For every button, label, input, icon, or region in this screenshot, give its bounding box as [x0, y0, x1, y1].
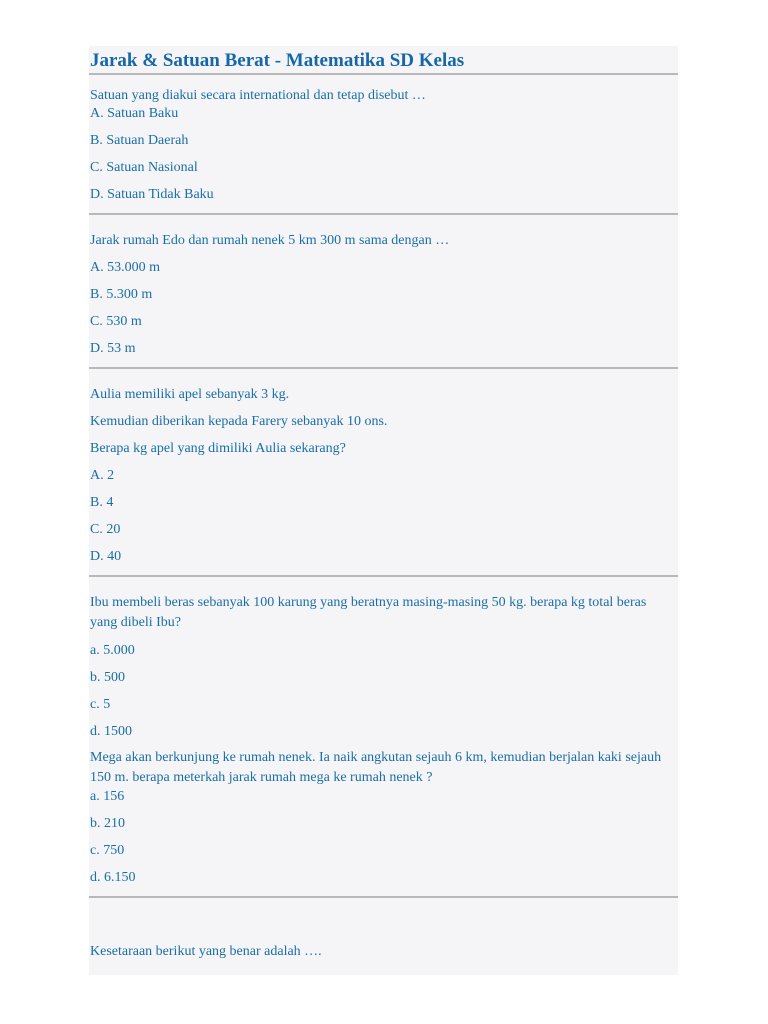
question-1-option-c: C. Satuan Nasional — [90, 160, 198, 175]
question-1 — [89, 75, 678, 204]
question-5-option-a: a. 156 — [90, 789, 125, 804]
question-2-option-b: B. 5.300 m — [90, 287, 153, 302]
question-1-option-a: A. Satuan Baku — [90, 106, 179, 121]
question-5-option-b: b. 210 — [90, 816, 125, 831]
question-3-stem-line-1: Aulia memiliki apel sebanyak 3 kg. — [90, 387, 290, 402]
question-6-stem: Kesetaraan berikut yang benar adalah …. — [90, 944, 322, 959]
question-2-stem: Jarak rumah Edo dan rumah nenek 5 km 300 m sama dengan … — [90, 233, 450, 248]
question-4 — [89, 577, 678, 741]
question-3-option-c: C. 20 — [90, 522, 121, 537]
question-4-stem: Ibu membeli beras sebanyak 100 karung yang beratnya masing-masing 50 kg. berapa kg total beras yang dibeli Ibu? — [90, 595, 647, 630]
question-2-option-d: D. 53 m — [90, 341, 136, 356]
question-5-option-c: c. 750 — [90, 843, 125, 858]
question-2-option-a: A. 53.000 m — [90, 260, 160, 275]
question-4-option-b: b. 500 — [90, 670, 125, 685]
question-5-option-d: d. 6.150 — [90, 870, 136, 885]
question-2-option-c: C. 530 m — [90, 314, 142, 329]
question-3-option-b: B. 4 — [90, 495, 114, 510]
question-4-option-d: d. 1500 — [90, 724, 132, 739]
question-4-option-a: a. 5.000 — [90, 643, 135, 658]
question-3-stem-line-3: Berapa kg apel yang dimiliki Aulia sekarang? — [90, 441, 346, 456]
question-3-option-d: D. 40 — [90, 549, 122, 564]
question-6 — [89, 898, 678, 961]
question-5 — [89, 741, 678, 887]
question-5-stem: Mega akan berkunjung ke rumah nenek. Ia naik angkutan sejauh 6 km, kemudian berjalan kaki sejauh 150 m. berapa meterkah jarak rumah mega ke rumah nenek ? — [90, 750, 662, 785]
page-title: Jarak & Satuan Berat - Matematika SD Kelas — [90, 50, 465, 71]
question-3-option-a: A. 2 — [90, 468, 115, 483]
question-2 — [89, 215, 678, 358]
question-3-stem-line-2: Kemudian diberikan kepada Farery sebanyak 10 ons. — [90, 414, 388, 429]
document-page — [89, 46, 678, 975]
question-4-option-c: c. 5 — [90, 697, 111, 712]
question-1-option-b: B. Satuan Daerah — [90, 133, 189, 148]
question-1-stem: Satuan yang diakui secara international dan tetap disebut … — [90, 88, 426, 103]
question-3 — [89, 369, 678, 566]
question-1-option-d: D. Satuan Tidak Baku — [90, 187, 214, 202]
